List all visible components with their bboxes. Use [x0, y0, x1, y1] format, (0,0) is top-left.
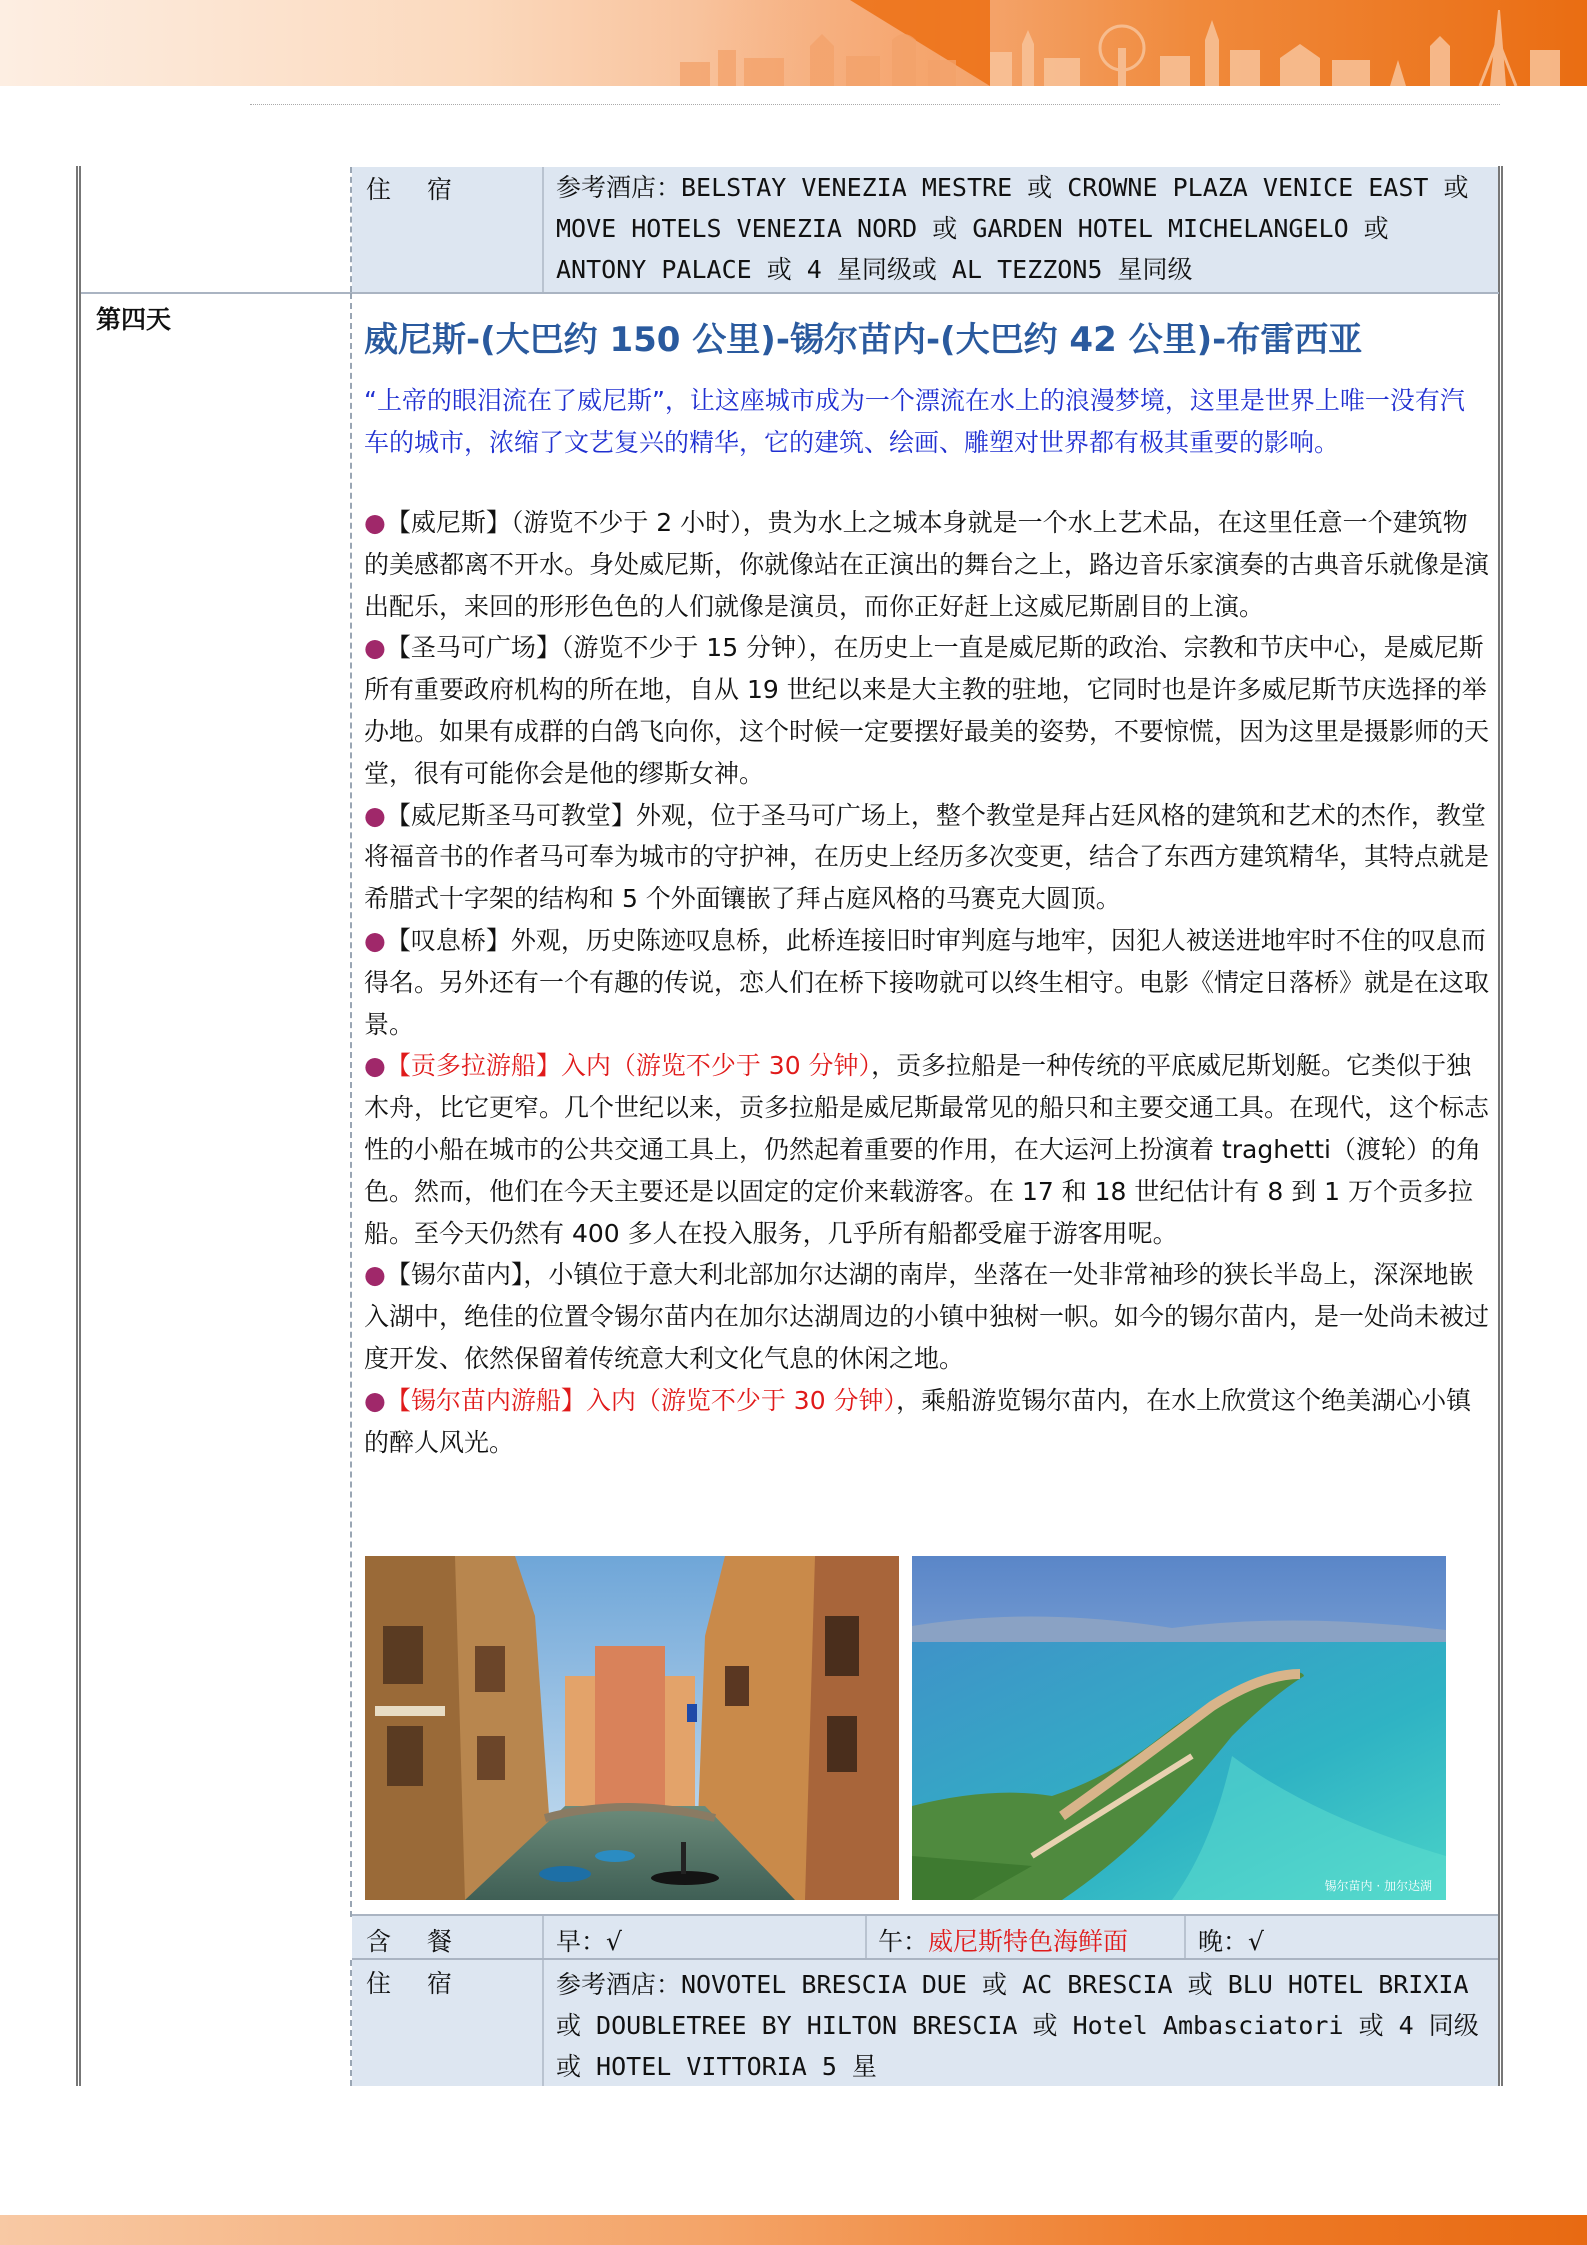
route-title: 威尼斯-(大巴约 150 公里)-锡尔苗内-(大巴约 42 公里)-布雷西亚 [364, 320, 1363, 360]
meal-label: 含 餐 [366, 1927, 466, 1956]
bullet-icon: ● [364, 800, 386, 830]
attraction-sirmione: ●【锡尔苗内】，小镇位于意大利北部加尔达湖的南岸，坐落在一处非常袖珍的狭长半岛上，深深地嵌入湖中，绝佳的位置令锡尔苗内在加尔达湖周边的小镇中独树一帜。如今的锡尔苗内，是一处尚未被过度开发、依然保留着传统意大利文化气息的休闲之地。 [364, 1260, 1490, 1373]
hotel-label: 住 宿 [366, 1969, 466, 1998]
hotel-text: 参考酒店：NOVOTEL BRESCIA DUE 或 AC BRESCIA 或 BLU HOTEL BRIXIA 或 DOUBLETREE BY HILTON BRESCIA 或 Hotel Ambasciatori 或 4 同级或 HOTEL VITTORIA 5 星 [556, 1970, 1479, 2081]
day-label: 第四天 [96, 305, 172, 334]
attraction-list [364, 502, 1490, 1463]
bullet-icon: ● [364, 633, 386, 663]
header-divider [250, 104, 1500, 105]
attraction-sirmione-boat: ●【锡尔苗内游船】入内（游览不少于 30 分钟），乘船游览锡尔苗内，在水上欣赏这个绝美湖心小镇的醉人风光。 [364, 1385, 1472, 1457]
bullet-icon: ● [364, 508, 386, 537]
sirmione-aerial-photo [912, 1556, 1446, 1900]
bullet-icon: ● [364, 1051, 386, 1081]
bullet-icon: ● [364, 925, 386, 955]
attraction-venice: ●【威尼斯】（游览不少于 2 小时），贵为水上之城本身就是一个水上艺术品，在这里任意一个建筑物的美感都离不开水。身处威尼斯，你就像站在正演出的舞台之上，路边音乐家演奏的古典音乐就像是演出配乐，来回的形形色色的人们就像是演员，而你正好赶上这威尼斯剧目的上演。 [364, 508, 1490, 621]
attraction-st-marks-basilica: ●【威尼斯圣马可教堂】外观，位于圣马可广场上，整个教堂是拜占廷风格的建筑和艺术的杰作，教堂将福音书的作者马可奉为城市的守护神，在历史上经历多次变更，结合了东西方建筑精华，其特点就是希腊式十字架的结构和 5 个外面镶嵌了拜占庭风格的马赛克大圆顶。 [364, 800, 1490, 914]
attraction-gondola: ●【贡多拉游船】入内（游览不少于 30 分钟），贡多拉船是一种传统的平底威尼斯划艇。它类似于独木舟，比它更窄。几个世纪以来，贡多拉船是威尼斯最常见的船只和主要交通工具。在现代，这个标志性的小船在城市的公共交通工具上，仍然起着重要的作用，在大运河上扮演着 traghetti（渡轮）的角色。然而，他们在今天主要还是以固定的定价来载游客。在 17 和 18 世纪估计有 8 到 1 万个贡多拉船。至今天仍然有 400 多人在投入服务，几乎所有船都受雇于游客用呢。 [364, 1051, 1490, 1248]
meal-breakfast: 早：√ [556, 1927, 622, 1956]
venice-canal-photo [365, 1556, 899, 1900]
top-hotel-label: 住 宿 [366, 175, 466, 204]
meal-dinner: 晚：√ [1198, 1927, 1264, 1956]
day-intro: “上帝的眼泪流在了威尼斯”，让这座城市成为一个漂流在水上的浪漫梦境，这里是世界上唯一没有汽车的城市，浓缩了文艺复兴的精华，它的建筑、绘画、雕塑对世界都有极其重要的影响。 [364, 386, 1465, 457]
city-skyline-icon [660, 0, 1587, 86]
photo-watermark: 锡尔苗内 · 加尔达湖 [1324, 1879, 1432, 1893]
meal-lunch: 午：威尼斯特色海鲜面 [878, 1927, 1129, 1956]
header-banner [0, 0, 1587, 86]
top-hotel-text: 参考酒店：BELSTAY VENEZIA MESTRE 或 CROWNE PLAZA VENICE EAST 或 MOVE HOTELS VENEZIA NORD 或 GARDEN HOTEL MICHELANGELO 或 ANTONY PALACE 或 4 星同级或 AL TEZZON5 星同级 [556, 173, 1469, 284]
attraction-bridge-of-sighs: ●【叹息桥】外观，历史陈迹叹息桥，此桥连接旧时审判庭与地牢，因犯人被送进地牢时不住的叹息而得名。另外还有一个有趣的传说，恋人们在桥下接吻就可以终生相守。电影《情定日落桥》就是在这取景。 [364, 925, 1490, 1039]
attraction-st-marks-square: ●【圣马可广场】（游览不少于 15 分钟），在历史上一直是威尼斯的政治、宗教和节庆中心，是威尼斯所有重要政府机构的所在地，自从 19 世纪以来是大主教的驻地，它同时也是许多威尼斯节庆选择的举办地。如果有成群的白鸽飞向你，这个时候一定要摆好最美的姿势，不要惊慌，因为这里是摄影师的天堂，很有可能你会是他的缪斯女神。 [364, 633, 1490, 788]
bullet-icon: ● [364, 1385, 386, 1415]
bullet-icon: ● [364, 1260, 386, 1290]
footer-banner [0, 2215, 1587, 2245]
